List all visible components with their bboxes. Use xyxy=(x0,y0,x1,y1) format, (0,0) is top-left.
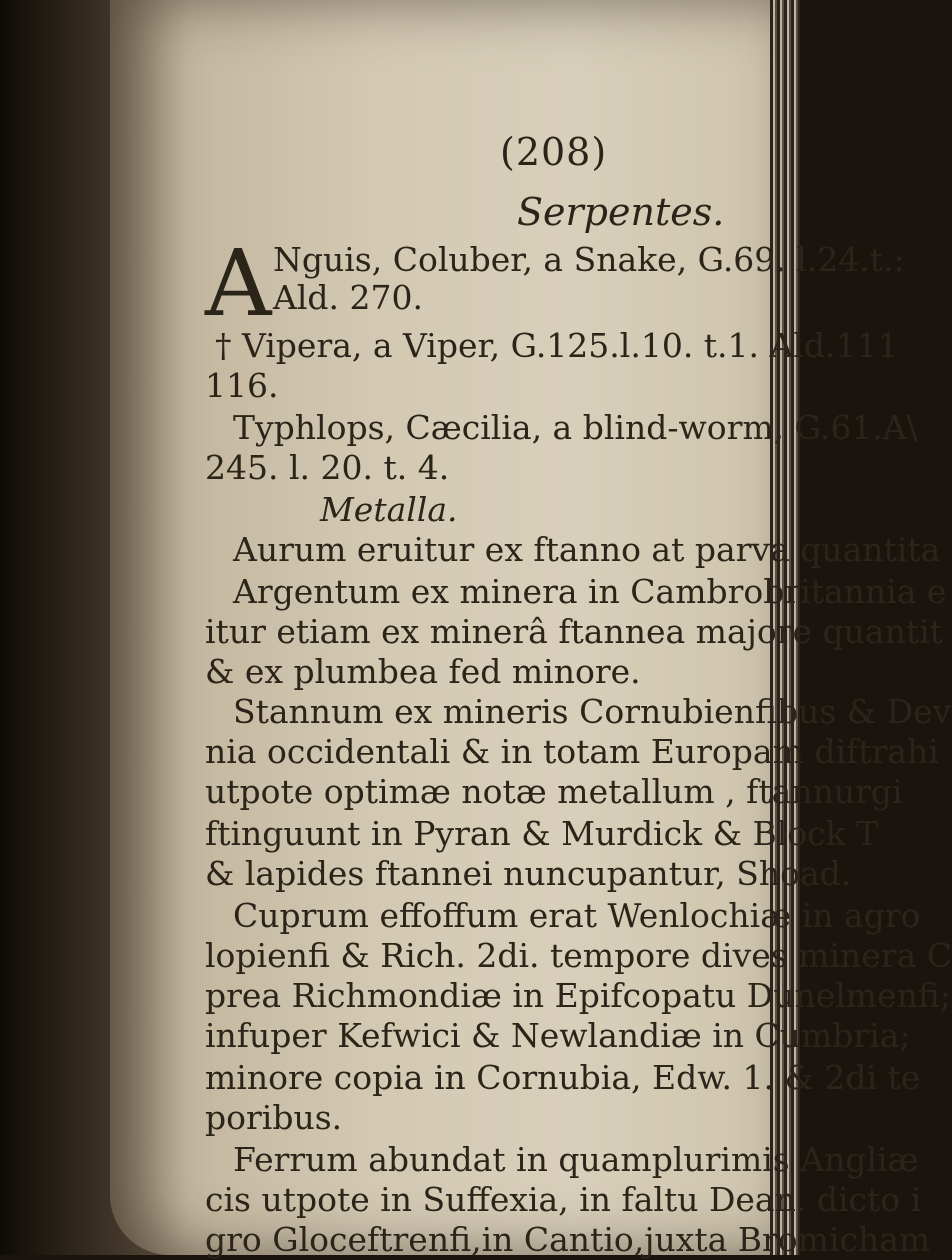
text-line: & ex plumbea fed minore. xyxy=(205,652,641,691)
text-line: poribus. xyxy=(205,1098,343,1137)
text-line: 116. xyxy=(205,366,279,405)
text-line: Ald. 270. xyxy=(273,278,423,317)
text-line: & lapides ftannei nuncupantur, Shoad. xyxy=(205,854,852,893)
text-line: Cuprum effoffum erat Wenlochiæ in agro xyxy=(233,896,921,935)
text-line: minore copia in Cornubia, Edw. 1. & 2di te xyxy=(205,1058,921,1097)
text-line: Typhlops, Cæcilia, a blind-worm, G.61.A\ xyxy=(233,408,918,447)
text-line: 245. l. 20. t. 4. xyxy=(205,448,450,487)
page-text xyxy=(195,0,952,1259)
text-line: lopienfi & Rich. 2di. tempore dives minera C xyxy=(205,936,952,975)
section-heading: Serpentes. xyxy=(517,190,725,234)
text-line: Nguis, Coluber, a Snake, G.69. l.24.t.: xyxy=(273,240,905,279)
text-line: itur etiam ex minerâ ftannea majore quantit xyxy=(205,612,943,651)
text-line: nia occidentali & in totam Europam diftrahi xyxy=(205,732,939,771)
drop-cap: A xyxy=(205,230,272,337)
text-line: Aurum eruitur ex ftanno at parva quantita xyxy=(233,530,941,569)
page-number: (208) xyxy=(500,130,608,174)
text-line: utpote optimæ notæ metallum , ftannurgi xyxy=(205,772,903,811)
text-line: † Vipera, a Viper, G.125.l.10. t.1. Ald.111 xyxy=(215,326,899,365)
section-subheading: Metalla. xyxy=(320,490,458,529)
text-line: ftinguunt in Pyran & Murdick & Block T xyxy=(205,814,879,853)
text-line: cis utpote in Suffexia, in faltu Dean. dicto i xyxy=(205,1180,922,1219)
text-line: gro Gloceftrenfi,in Cantio,juxta Bromicham xyxy=(205,1220,931,1259)
text-line: infuper Kefwici & Newlandiæ in Cumbria; xyxy=(205,1016,911,1055)
text-line: prea Richmondiæ in Epifcopatu Dunelmenfi; xyxy=(205,976,952,1015)
text-line: Ferrum abundat in quamplurimis Angliæ xyxy=(233,1140,919,1179)
text-line: Argentum ex minera in Cambrobritannia e xyxy=(233,572,947,611)
text-line: Stannum ex mineris Cornubienfibus & Dev xyxy=(233,692,952,731)
